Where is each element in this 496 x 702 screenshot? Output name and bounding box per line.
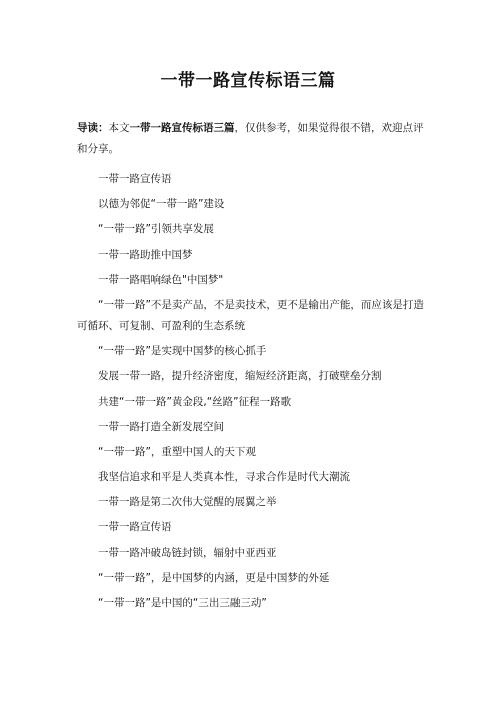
slogan-line: 一带一路宣传语	[98, 173, 172, 185]
slogan-line: 我坚信追求和平是人类真本性，寻求合作是时代大潮流	[98, 471, 350, 484]
slogan-line: “一带一路”不是卖产品，不是卖技术，更不是输出产能，而应该是打造可循环、可复制、可盈利的生态系统	[77, 298, 424, 332]
slogan-line: 一带一路宣传语	[98, 521, 172, 534]
slogan-line: 一带一路打造全新发展空间	[98, 420, 224, 433]
slogan-line: “一带一路”是实现中国梦的核心抓手	[98, 345, 267, 358]
slogan-line: 发展一带一路，提升经济密度，缩短经济距离，打破壁垒分割	[98, 370, 382, 383]
intro-suffix: ，仅供参考，如果觉得很不错，欢迎点评和分享。	[77, 122, 424, 155]
slogan-list	[77, 169, 425, 618]
slogan-line: “一带一路”是中国的“三出三融三动”	[98, 597, 267, 609]
slogan-line: “一带一路”，重塑中国人的天下观	[98, 445, 256, 458]
slogan-line: 一带一路助推中国梦	[98, 248, 193, 261]
slogan-line: 一带一路是第二次伟大觉醒的展翼之举	[98, 496, 277, 509]
slogan-line: “一带一路”引领共享发展	[98, 223, 214, 236]
intro-prefix: 本文	[108, 122, 130, 134]
slogan-line: 共建“一带一路”黄金段,“丝路”征程一路歌	[98, 395, 292, 408]
slogan-line: “一带一路”，是中国梦的内涵，更是中国梦的外延	[98, 571, 330, 584]
slogan-line: 以德为邻促“一带一路”建设	[98, 198, 225, 211]
intro-label: 导读：	[77, 122, 109, 134]
slogan-line: 一带一路冲破岛链封锁，辐射中亚西亚	[98, 546, 277, 559]
intro-paragraph	[77, 118, 425, 160]
slogan-line: 一带一路唱响绿色"中国梦"	[98, 273, 224, 286]
document-title: 一带一路宣传标语三篇	[160, 71, 336, 91]
intro-title-ref: 一带一路宣传标语三篇	[129, 122, 235, 134]
